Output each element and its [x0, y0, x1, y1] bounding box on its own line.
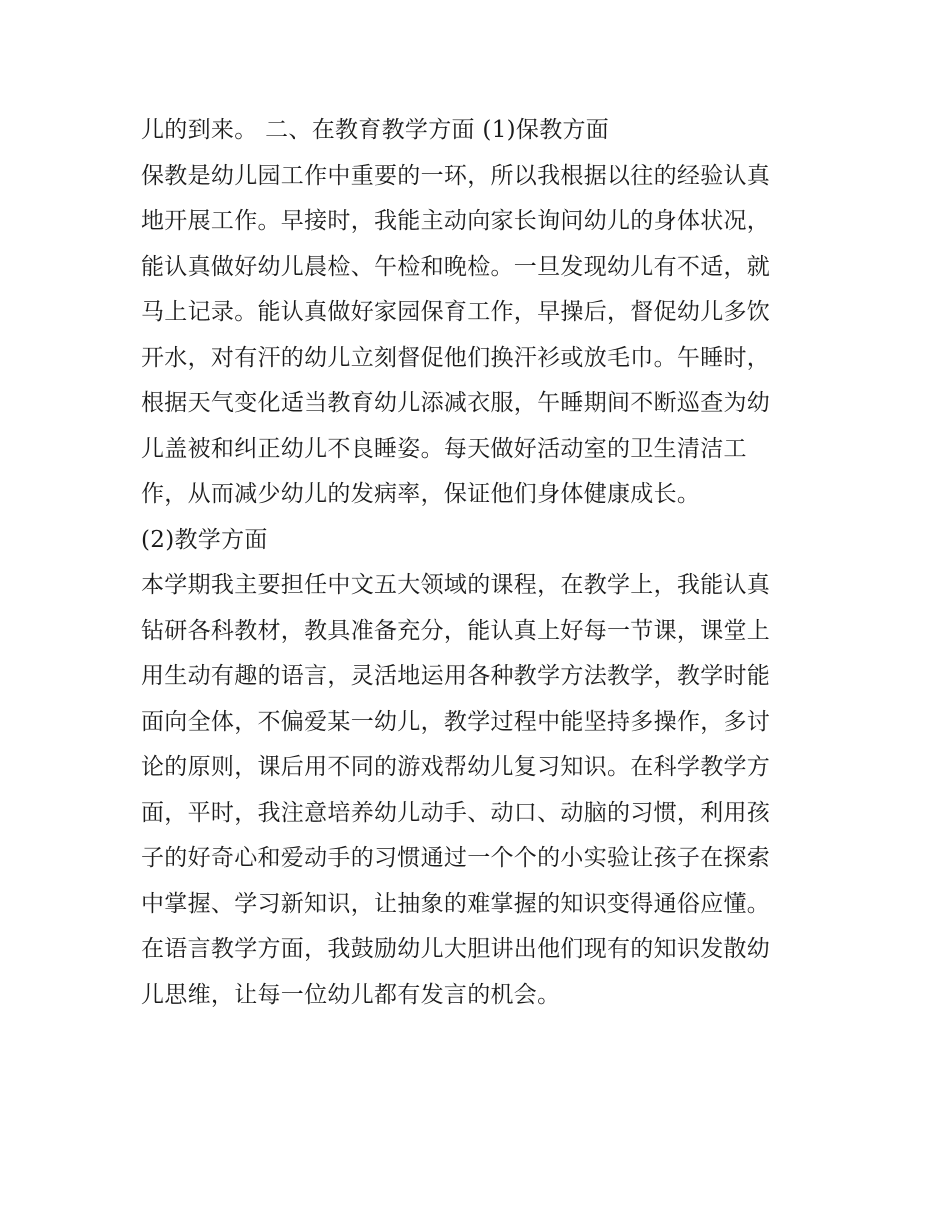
text-line: 儿盖被和纠正幼儿不良睡姿。每天做好活动室的卫生清洁工: [141, 435, 747, 462]
text-line: 本学期我主要担任中文五大领域的课程，在教学上，我能认真: [141, 572, 771, 598]
text-line: 地开展工作。早接时，我能主动向家长询问幼儿的身体状况，: [141, 208, 771, 234]
text-line: 中掌握、学习新知识，让抽象的难掌握的知识变得通俗应懂。: [141, 890, 771, 917]
body-text: [141, 108, 831, 1018]
text-line: 儿思维，让每一位幼儿都有发言的机会。: [141, 981, 561, 1008]
text-line: 面向全体，不偏爱某一幼儿，教学过程中能坚持多操作，多讨: [141, 708, 771, 735]
text-line: 开水，对有汗的幼儿立刻督促他们换汗衫或放毛巾。午睡时，: [141, 344, 771, 371]
text-line: 保教是幼儿园工作中重要的一环，所以我根据以往的经验认真: [141, 162, 771, 189]
text-line: 根据天气变化适当教育幼儿添减衣服，午睡期间不断巡查为幼: [141, 390, 771, 416]
text-line: 子的好奇心和爱动手的习惯通过一个个的小实验让孩子在探索: [141, 845, 771, 871]
text-line: 在语言教学方面，我鼓励幼儿大胆讲出他们现有的知识发散幼: [141, 936, 771, 962]
text-line: 马上记录。能认真做好家园保育工作，早操后，督促幼儿多饮: [141, 299, 771, 325]
text-line: 能认真做好幼儿晨检、午检和晚检。一旦发现幼儿有不适，就: [141, 253, 771, 280]
text-line: 面，平时，我注意培养幼儿动手、动口、动脑的习惯，利用孩: [141, 799, 771, 826]
section-heading: (2)教学方面: [141, 526, 268, 553]
text-line: 用生动有趣的语言，灵活地运用各种教学方法教学，教学时能: [141, 663, 771, 689]
text-line: 作，从而减少幼儿的发病率，保证他们身体健康成长。: [141, 481, 701, 507]
text-line: 钻研各科教材，教具准备充分，能认真上好每一节课，课堂上: [141, 617, 771, 644]
text-line: 论的原则，课后用不同的游戏帮幼儿复习知识。在科学教学方: [141, 754, 771, 780]
text-line: 儿的到来。 二、在教育教学方面 (1)保教方面: [141, 117, 610, 143]
